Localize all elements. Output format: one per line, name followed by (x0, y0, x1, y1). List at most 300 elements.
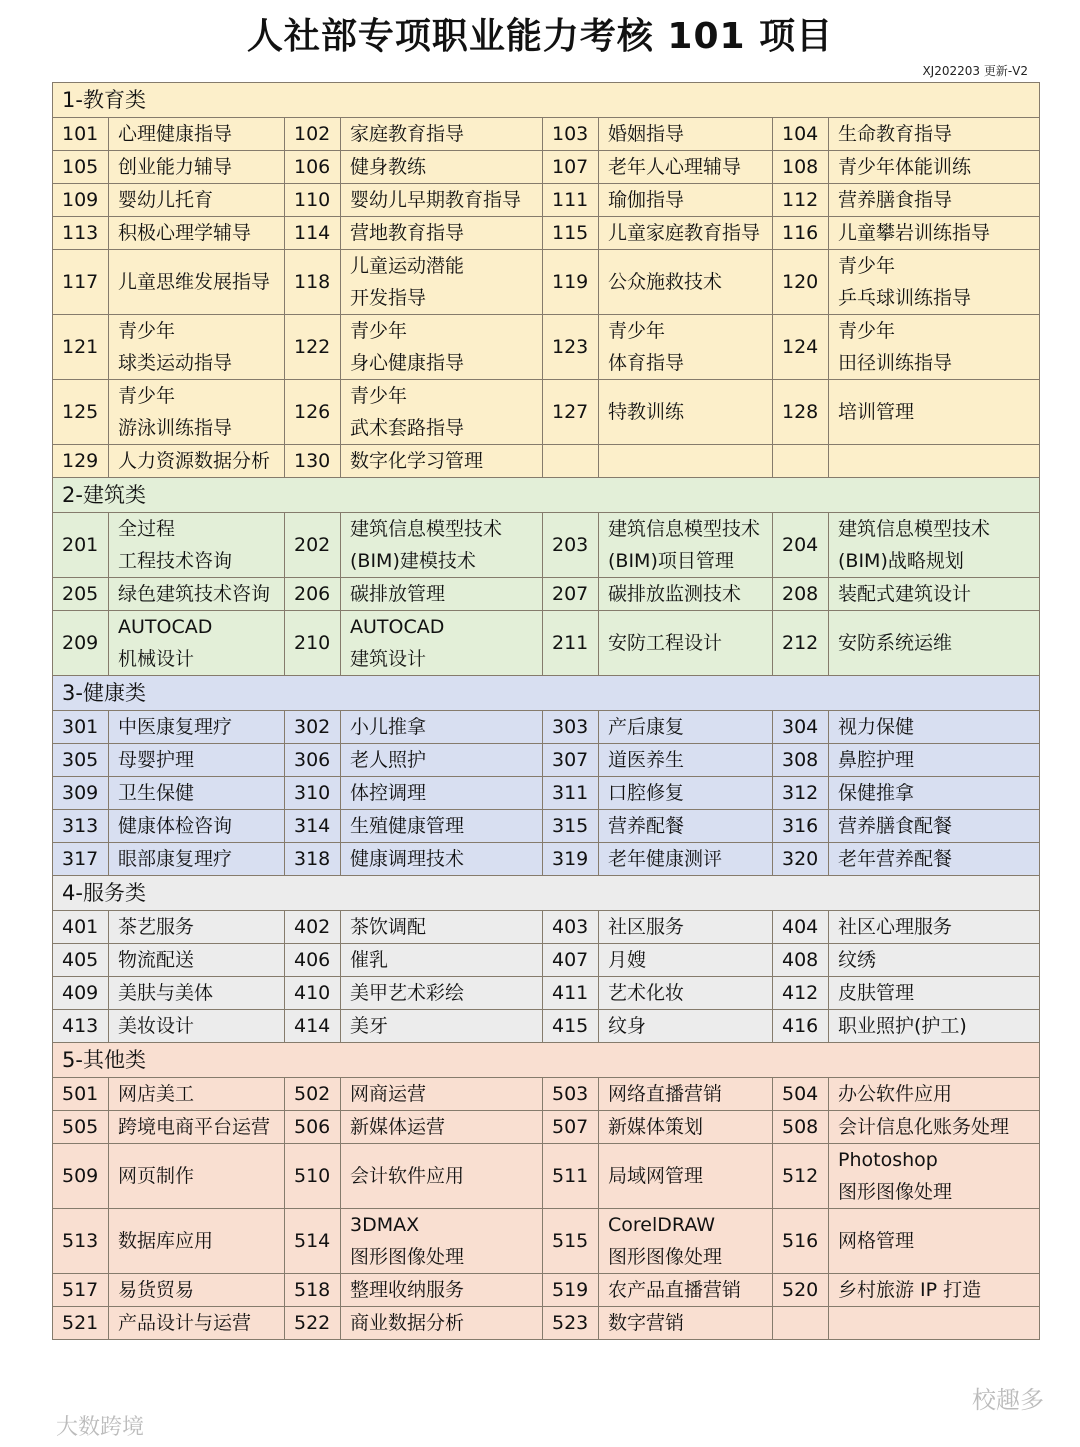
project-name-line: 卫生保健 (118, 782, 195, 804)
project-code: 507 (543, 1111, 599, 1144)
project-code: 302 (285, 711, 341, 744)
project-code: 116 (773, 217, 829, 250)
table-row (53, 217, 1040, 250)
project-name-line: 青少年 (350, 320, 408, 342)
project-name (341, 184, 543, 217)
project-code: 301 (53, 711, 109, 744)
project-name (341, 1274, 543, 1307)
project-name-line: 公众施救技术 (608, 271, 723, 293)
project-name (341, 1078, 543, 1111)
project-code: 514 (285, 1209, 341, 1274)
project-name (109, 217, 285, 250)
project-code: 119 (543, 250, 599, 315)
table-row (53, 1209, 1040, 1274)
project-name-line: (BIM)建模技术 (350, 550, 476, 572)
project-name-line: 图形图像处理 (608, 1246, 723, 1268)
table-row (53, 777, 1040, 810)
project-name (599, 977, 773, 1010)
project-code: 411 (543, 977, 599, 1010)
table-row (53, 380, 1040, 445)
project-code: 208 (773, 578, 829, 611)
project-name-line: 茶艺服务 (118, 916, 195, 938)
project-code: 520 (773, 1274, 829, 1307)
project-code: 118 (285, 250, 341, 315)
project-code: 101 (53, 118, 109, 151)
project-code: 206 (285, 578, 341, 611)
project-name-line: 母婴护理 (118, 749, 195, 771)
project-code: 117 (53, 250, 109, 315)
project-name-line: 跨境电商平台运营 (118, 1116, 271, 1138)
project-name-line: 人力资源数据分析 (118, 450, 271, 472)
table-row (53, 315, 1040, 380)
project-name (341, 118, 543, 151)
project-name (829, 380, 1040, 445)
project-name-line: 开发指导 (350, 287, 427, 309)
project-name-line: 儿童攀岩训练指导 (838, 222, 991, 244)
project-name-line: 网络直播营销 (608, 1083, 723, 1105)
project-code: 501 (53, 1078, 109, 1111)
project-name (599, 1078, 773, 1111)
project-code: 404 (773, 911, 829, 944)
page-title: 人社部专项职业能力考核 101 项目 (246, 16, 834, 57)
project-name (599, 250, 773, 315)
project-code: 510 (285, 1144, 341, 1209)
project-name (341, 1010, 543, 1043)
project-name-line: 美妆设计 (118, 1015, 195, 1037)
project-name-line: 健身教练 (350, 156, 427, 178)
project-name (341, 1111, 543, 1144)
table-row (53, 944, 1040, 977)
project-code: 408 (773, 944, 829, 977)
project-code: 108 (773, 151, 829, 184)
project-code: 105 (53, 151, 109, 184)
project-code: 202 (285, 513, 341, 578)
table-row (53, 1144, 1040, 1209)
project-name (599, 1274, 773, 1307)
project-name-line: 工程技术咨询 (118, 550, 233, 572)
project-name (109, 777, 285, 810)
section-header (53, 1043, 1040, 1078)
project-name-line: 全过程 (118, 518, 176, 540)
project-code: 304 (773, 711, 829, 744)
project-name-line: 鼻腔护理 (838, 749, 915, 771)
project-name-line: Photoshop (838, 1149, 938, 1171)
project-name (341, 250, 543, 315)
section-header (53, 83, 1040, 118)
project-code: 204 (773, 513, 829, 578)
project-name-line: 数字营销 (608, 1312, 685, 1334)
project-name-line: 图形图像处理 (838, 1181, 953, 1203)
project-name-line: 月嫂 (608, 949, 647, 971)
project-name-line: 茶饮调配 (350, 916, 427, 938)
project-name (109, 1111, 285, 1144)
project-name (109, 977, 285, 1010)
project-name-line: 积极心理学辅导 (118, 222, 252, 244)
project-name-line: 数字化学习管理 (350, 450, 484, 472)
project-code: 410 (285, 977, 341, 1010)
project-code: 519 (543, 1274, 599, 1307)
project-name (109, 1144, 285, 1209)
project-code: 128 (773, 380, 829, 445)
project-name (599, 744, 773, 777)
project-name (829, 151, 1040, 184)
project-name-line: 图形图像处理 (350, 1246, 465, 1268)
project-name (341, 911, 543, 944)
empty-cell (829, 445, 1040, 478)
project-name (599, 1209, 773, 1274)
empty-cell (599, 445, 773, 478)
project-name-line: 青少年体能训练 (838, 156, 972, 178)
project-name-line: 物流配送 (118, 949, 195, 971)
project-name-line: 建筑设计 (350, 648, 427, 670)
project-name-line: 老人照护 (350, 749, 427, 771)
project-name (829, 843, 1040, 876)
project-name-line: 老年营养配餐 (838, 848, 953, 870)
project-name-line: 生殖健康管理 (350, 815, 465, 837)
project-name-line: AUTOCAD (118, 616, 213, 638)
project-code: 303 (543, 711, 599, 744)
empty-cell (543, 445, 599, 478)
project-name-line: 健康调理技术 (350, 848, 465, 870)
project-name (829, 184, 1040, 217)
project-name-line: 碳排放管理 (350, 583, 446, 605)
project-name (829, 711, 1040, 744)
project-name-line: 机械设计 (118, 648, 195, 670)
project-name-line: 办公软件应用 (838, 1083, 953, 1105)
project-name-line: 老年人心理辅导 (608, 156, 742, 178)
project-code: 506 (285, 1111, 341, 1144)
project-name (109, 118, 285, 151)
project-name-line: 网页制作 (118, 1165, 195, 1187)
project-name (109, 1274, 285, 1307)
project-name-line: 新媒体策划 (608, 1116, 704, 1138)
table-row (53, 744, 1040, 777)
project-name (829, 744, 1040, 777)
project-name (109, 151, 285, 184)
project-name-line: 美甲艺术彩绘 (350, 982, 465, 1004)
project-name (341, 578, 543, 611)
project-code: 309 (53, 777, 109, 810)
project-name-line: (BIM)战略规划 (838, 550, 964, 572)
project-name (599, 1307, 773, 1340)
project-name-line: 会计信息化账务处理 (838, 1116, 1010, 1138)
project-name (829, 217, 1040, 250)
project-name (599, 217, 773, 250)
project-code: 518 (285, 1274, 341, 1307)
table-row (53, 578, 1040, 611)
project-name-line: 婚姻指导 (608, 123, 685, 145)
table-row (53, 911, 1040, 944)
project-code: 111 (543, 184, 599, 217)
section-title: 5-其他类 (53, 1043, 1040, 1078)
project-name (599, 777, 773, 810)
project-name-line: 网商运营 (350, 1083, 427, 1105)
project-name-line: 安防系统运维 (838, 632, 953, 654)
project-name-line: 培训管理 (838, 401, 915, 423)
project-code: 316 (773, 810, 829, 843)
project-name-line: (BIM)项目管理 (608, 550, 734, 572)
project-name-line: 安防工程设计 (608, 632, 723, 654)
project-name-line: 中医康复理疗 (118, 716, 233, 738)
project-name (109, 1010, 285, 1043)
project-name (829, 1111, 1040, 1144)
project-name-line: 纹身 (608, 1015, 647, 1037)
project-name (599, 1111, 773, 1144)
watermark-left: 大数跨境 (56, 1415, 145, 1440)
project-name (599, 380, 773, 445)
project-name-line: 儿童家庭教育指导 (608, 222, 761, 244)
project-name (341, 977, 543, 1010)
project-code: 508 (773, 1111, 829, 1144)
project-name-line: 农产品直播营销 (608, 1279, 742, 1301)
project-name-line: 家庭教育指导 (350, 123, 465, 145)
project-name (829, 611, 1040, 676)
project-code: 110 (285, 184, 341, 217)
project-name (829, 250, 1040, 315)
project-code: 416 (773, 1010, 829, 1043)
project-name (341, 711, 543, 744)
project-name (829, 513, 1040, 578)
project-name (341, 315, 543, 380)
project-name (599, 184, 773, 217)
project-name-line: AUTOCAD (350, 616, 445, 638)
project-name (109, 1209, 285, 1274)
project-name-line: 碳排放监测技术 (608, 583, 742, 605)
project-name-line: 营养配餐 (608, 815, 685, 837)
project-code: 106 (285, 151, 341, 184)
table-row (53, 513, 1040, 578)
section-title: 2-建筑类 (53, 478, 1040, 513)
project-name-line: 局域网管理 (608, 1165, 704, 1187)
project-name-line: 眼部康复理疗 (118, 848, 233, 870)
empty-cell (773, 1307, 829, 1340)
project-name-line: 乡村旅游 IP 打造 (838, 1279, 982, 1301)
project-code: 319 (543, 843, 599, 876)
project-name (109, 810, 285, 843)
project-name (109, 445, 285, 478)
project-code: 103 (543, 118, 599, 151)
project-name-line: 体育指导 (608, 352, 685, 374)
project-name-line: 青少年 (838, 320, 896, 342)
project-name-line: 保健推拿 (838, 782, 915, 804)
project-name (341, 217, 543, 250)
table-row (53, 118, 1040, 151)
table-row (53, 810, 1040, 843)
project-code: 409 (53, 977, 109, 1010)
project-name-line: 新媒体运营 (350, 1116, 446, 1138)
project-name-line: 催乳 (350, 949, 389, 971)
table-row (53, 611, 1040, 676)
project-name-line: 美牙 (350, 1015, 389, 1037)
project-name-line: 青少年 (350, 385, 408, 407)
project-name (109, 711, 285, 744)
project-code: 203 (543, 513, 599, 578)
project-code: 125 (53, 380, 109, 445)
project-name (341, 1144, 543, 1209)
project-name-line: 装配式建筑设计 (838, 583, 972, 605)
project-name (829, 118, 1040, 151)
project-name-line: 整理收纳服务 (350, 1279, 465, 1301)
project-code: 115 (543, 217, 599, 250)
table-row (53, 1010, 1040, 1043)
project-name-line: 心理健康指导 (118, 123, 233, 145)
project-name (829, 1010, 1040, 1043)
project-code: 509 (53, 1144, 109, 1209)
project-code: 306 (285, 744, 341, 777)
table-row (53, 977, 1040, 1010)
project-name-line: 球类运动指导 (118, 352, 233, 374)
project-name (599, 810, 773, 843)
project-code: 201 (53, 513, 109, 578)
project-code: 517 (53, 1274, 109, 1307)
project-name-line: 老年健康测评 (608, 848, 723, 870)
project-name-line: 口腔修复 (608, 782, 685, 804)
project-code: 317 (53, 843, 109, 876)
project-code: 407 (543, 944, 599, 977)
project-code: 311 (543, 777, 599, 810)
project-name (599, 315, 773, 380)
project-code: 402 (285, 911, 341, 944)
project-code: 502 (285, 1078, 341, 1111)
project-name-line: 瑜伽指导 (608, 189, 685, 211)
table-row (53, 184, 1040, 217)
project-code: 129 (53, 445, 109, 478)
table-row (53, 250, 1040, 315)
project-name (341, 744, 543, 777)
project-name (109, 944, 285, 977)
project-code: 112 (773, 184, 829, 217)
project-code: 211 (543, 611, 599, 676)
project-name (341, 843, 543, 876)
project-name-line: 营养膳食指导 (838, 189, 953, 211)
project-name-line: 道医养生 (608, 749, 685, 771)
project-name-line: 婴幼儿早期教育指导 (350, 189, 522, 211)
project-name-line: 创业能力辅导 (118, 156, 233, 178)
project-code: 414 (285, 1010, 341, 1043)
project-code: 130 (285, 445, 341, 478)
project-name (599, 944, 773, 977)
project-name (599, 578, 773, 611)
project-name-line: 青少年 (838, 255, 896, 277)
project-name (829, 777, 1040, 810)
project-code: 320 (773, 843, 829, 876)
project-table (52, 82, 1040, 1340)
empty-cell (773, 445, 829, 478)
project-code: 209 (53, 611, 109, 676)
table-row (53, 711, 1040, 744)
project-code: 505 (53, 1111, 109, 1144)
project-code: 401 (53, 911, 109, 944)
project-name (599, 118, 773, 151)
project-name-line: 武术套路指导 (350, 417, 465, 439)
project-name-line: 美肤与美体 (118, 982, 214, 1004)
project-name-line: 游泳训练指导 (118, 417, 233, 439)
project-name (829, 1209, 1040, 1274)
project-name-line: 生命教育指导 (838, 123, 953, 145)
project-name (829, 1274, 1040, 1307)
project-name-line: 青少年 (118, 385, 176, 407)
table-row (53, 151, 1040, 184)
project-code: 104 (773, 118, 829, 151)
project-code: 512 (773, 1144, 829, 1209)
project-name (599, 711, 773, 744)
project-code: 503 (543, 1078, 599, 1111)
project-code: 403 (543, 911, 599, 944)
project-name (109, 578, 285, 611)
project-name (829, 1078, 1040, 1111)
project-code: 318 (285, 843, 341, 876)
project-code: 315 (543, 810, 599, 843)
project-name (829, 1144, 1040, 1209)
project-code: 308 (773, 744, 829, 777)
project-name-line: CorelDRAW (608, 1214, 716, 1236)
project-name-line: 纹绣 (838, 949, 877, 971)
project-name-line: 视力保健 (838, 716, 915, 738)
project-name (829, 315, 1040, 380)
project-name (109, 380, 285, 445)
project-name-line: 皮肤管理 (838, 982, 915, 1004)
project-name-line: 体控调理 (350, 782, 427, 804)
project-code: 312 (773, 777, 829, 810)
project-name-line: 社区服务 (608, 916, 685, 938)
project-name-line: 商业数据分析 (350, 1312, 465, 1334)
version-label: XJ202203 更新-V2 (922, 64, 1028, 78)
project-name (109, 1307, 285, 1340)
project-name-line: 网格管理 (838, 1230, 915, 1252)
project-name (829, 944, 1040, 977)
project-name (341, 445, 543, 478)
project-name (109, 744, 285, 777)
project-name-line: 婴幼儿托育 (118, 189, 214, 211)
project-name-line: 田径训练指导 (838, 352, 953, 374)
project-name (341, 810, 543, 843)
project-name-line: 健康体检咨询 (118, 815, 233, 837)
project-name-line: 产品设计与运营 (118, 1312, 252, 1334)
project-name (341, 1307, 543, 1340)
project-name-line: 小儿推拿 (350, 716, 427, 738)
project-code: 127 (543, 380, 599, 445)
project-code: 412 (773, 977, 829, 1010)
project-code: 413 (53, 1010, 109, 1043)
project-name (109, 843, 285, 876)
project-code: 521 (53, 1307, 109, 1340)
section-title: 3-健康类 (53, 676, 1040, 711)
project-name (109, 315, 285, 380)
project-name-line: 特教训练 (608, 401, 685, 423)
project-code: 126 (285, 380, 341, 445)
project-name-line: 3DMAX (350, 1214, 420, 1236)
project-name-line: 网店美工 (118, 1083, 195, 1105)
project-name-line: 儿童思维发展指导 (118, 271, 271, 293)
project-name-line: 职业照护(护工) (838, 1015, 967, 1037)
section-header (53, 876, 1040, 911)
project-name (109, 513, 285, 578)
project-name (341, 944, 543, 977)
project-code: 504 (773, 1078, 829, 1111)
project-name (341, 1209, 543, 1274)
project-code: 123 (543, 315, 599, 380)
project-name-line: 青少年 (608, 320, 666, 342)
project-name (109, 184, 285, 217)
project-name-line: 易货贸易 (118, 1279, 195, 1301)
project-name-line: 营地教育指导 (350, 222, 465, 244)
project-code: 516 (773, 1209, 829, 1274)
project-name-line: 产后康复 (608, 716, 685, 738)
project-code: 113 (53, 217, 109, 250)
project-code: 313 (53, 810, 109, 843)
project-code: 415 (543, 1010, 599, 1043)
table-row (53, 1111, 1040, 1144)
